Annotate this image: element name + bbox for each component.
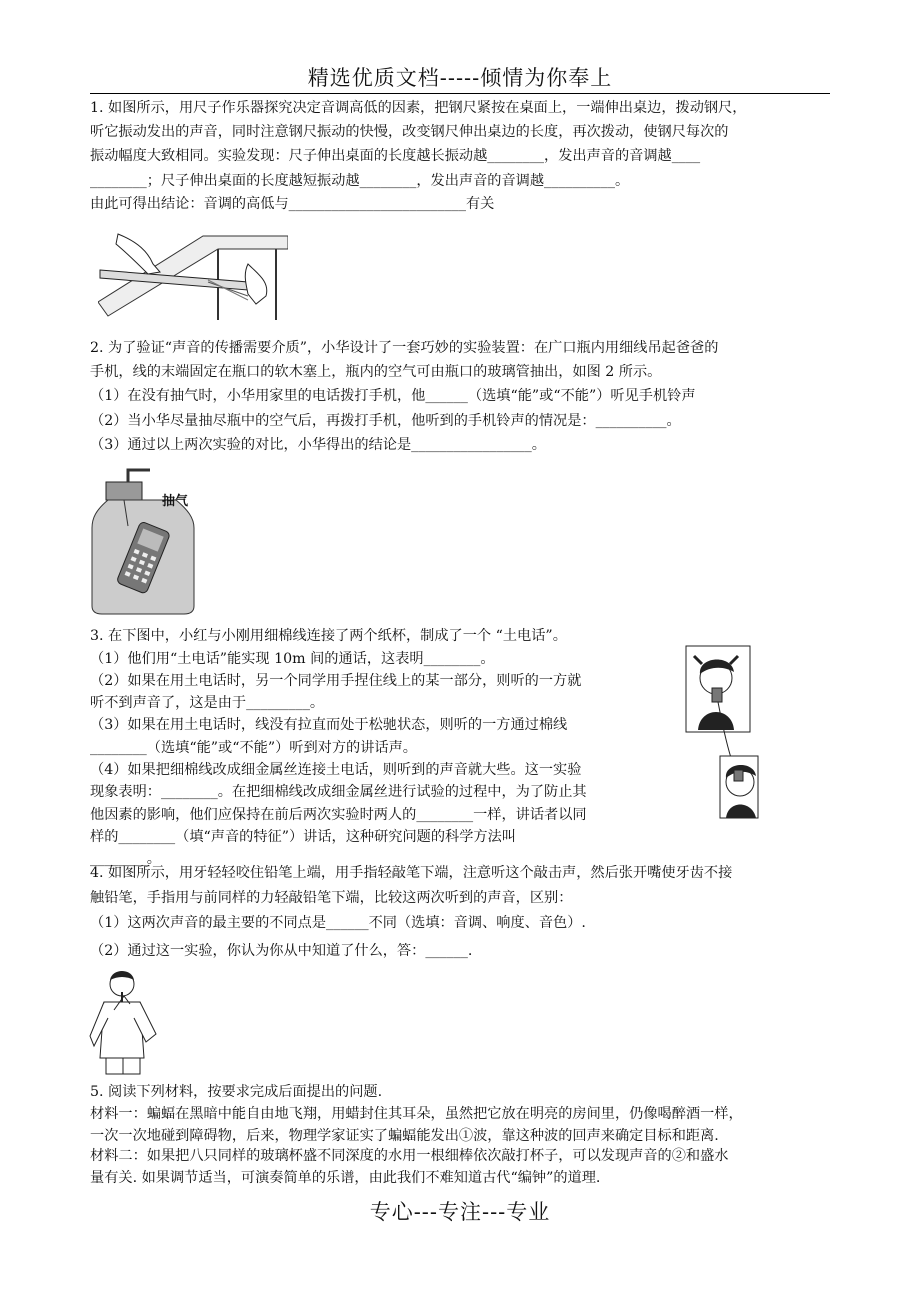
- q4-line-2: 触铅笔，手指用与前同样的力轻敲铅笔下端，比较这两次听到的声音，区别：: [90, 890, 573, 906]
- q4-line-1: 4. 如图所示，用牙轻轻咬住铅笔上端，用手指轻敲笔下端，注意听这个敲击声，然后张开嘴使牙齿不接: [90, 865, 733, 881]
- q2-line-5: （3）通过以上两次实验的对比，小华得出的结论是_________________。: [90, 437, 546, 453]
- q2-line-4: （2）当小华尽量抽尽瓶中的空气后，再拨打手机，他听到的手机铃声的情况是：__________。: [90, 413, 681, 429]
- header-divider: [90, 93, 830, 94]
- q2-line-1: 2. 为了验证“声音的传播需要介质”，小华设计了一套巧妙的实验装置：在广口瓶内用细线吊起爸爸的: [90, 340, 719, 356]
- q3-line-3: （2）如果在用土电话时，另一个同学用手捏住线上的某一部分，则听的一方就: [90, 673, 582, 689]
- pump-label: 抽气: [162, 494, 189, 509]
- q5-line-4: 材料二：如果把八只同样的玻璃杯盛不同深度的水用一根细棒依次敲打杯子，可以发现声音的②和盛水: [90, 1148, 729, 1164]
- page-header: 精选优质文档-----倾情为你奉上: [307, 66, 613, 90]
- boy-with-pencil-figure: [86, 966, 166, 1076]
- q1-line-2: 听它振动发出的声音，同时注意钢尺振动的快慢，改变钢尺伸出桌边的长度，再次拨动，使钢尺每次的: [90, 124, 729, 140]
- q5-line-3: 一次一次地碰到障碍物，后来，物理学家证实了蝙蝠能发出①波，靠这种波的回声来确定目标和距离.: [90, 1128, 719, 1144]
- q1-line-4: ________；尺子伸出桌面的长度越短振动越________，发出声音的音调越__________。: [90, 173, 630, 189]
- q3-line-5: （3）如果在用土电话时，线没有拉直而处于松驰状态，则听的一方通过棉线: [90, 717, 568, 733]
- q3-line-4: 听不到声音了，这是由于_________。: [90, 695, 325, 711]
- q3-line-10: 样的________（填“声音的特征”）讲话，这种研究问题的科学方法叫: [90, 829, 516, 845]
- q3-line-8: 现象表明：________。在把细棉线改成细金属丝进行试验的过程中，为了防止其: [90, 784, 587, 800]
- q1-line-1: 1. 如图所示，用尺子作乐器探究决定音调高低的因素，把钢尺紧按在桌面上，一端伸出桌边，拨动钢尺，: [90, 100, 747, 116]
- q3-line-1: 3. 在下图中，小红与小刚用细棉线连接了两个纸杯，制成了一个 “土电话”。: [90, 628, 567, 644]
- q3-line-11: ________。: [90, 851, 161, 867]
- q3-line-7: （4）如果把细棉线改成细金属丝连接土电话，则听到的声音就大些。这一实验: [90, 762, 582, 778]
- q5-line-1: 5. 阅读下列材料，按要求完成后面提出的问题.: [90, 1084, 383, 1100]
- q3-line-6: ________（选填“能”或“不能”）听到对方的讲话声。: [90, 740, 417, 756]
- q5-line-5: 量有关. 如果调节适当，可演奏简单的乐谱，由此我们不难知道古代“编钟”的道理.: [90, 1170, 601, 1186]
- q2-line-2: 手机，线的末端固定在瓶口的软木塞上，瓶内的空气可由瓶口的玻璃管抽出，如图 2 所示。: [90, 364, 662, 380]
- q4-line-4: （2）通过这一实验，你认为你从中知道了什么，答：______.: [90, 943, 473, 959]
- string-telephone-figure: [680, 644, 760, 824]
- q3-line-2: （1）他们用“土电话”能实现 10m 间的通话，这表明________。: [90, 651, 495, 667]
- q1-line-3: 振动幅度大致相同。实验发现：尺子伸出桌面的长度越长振动越________，发出声音的音调越____: [90, 148, 701, 164]
- page-footer: 专心---专注---专业: [369, 1200, 551, 1224]
- q1-line-5: 由此可得出结论：音调的高低与_________________________有关: [90, 196, 495, 212]
- bell-jar-phone-figure: [88, 466, 198, 616]
- q2-line-3: （1）在没有抽气时，小华用家里的电话拨打手机，他______（选填“能”或“不能”）听见手机铃声: [90, 388, 696, 404]
- q5-line-2: 材料一：蝙蝠在黑暗中能自由地飞翔，用蜡封住其耳朵，虽然把它放在明亮的房间里，仍像喝醉酒一样，: [90, 1106, 743, 1122]
- q3-line-9: 他因素的影响，他们应保持在前后两次实验时两人的________一样，讲话者以同: [90, 807, 587, 823]
- ruler-on-table-figure: [98, 224, 288, 320]
- q4-line-3: （1）这两次声音的最主要的不同点是______不同（选填：音调、响度、音色）.: [90, 915, 586, 931]
